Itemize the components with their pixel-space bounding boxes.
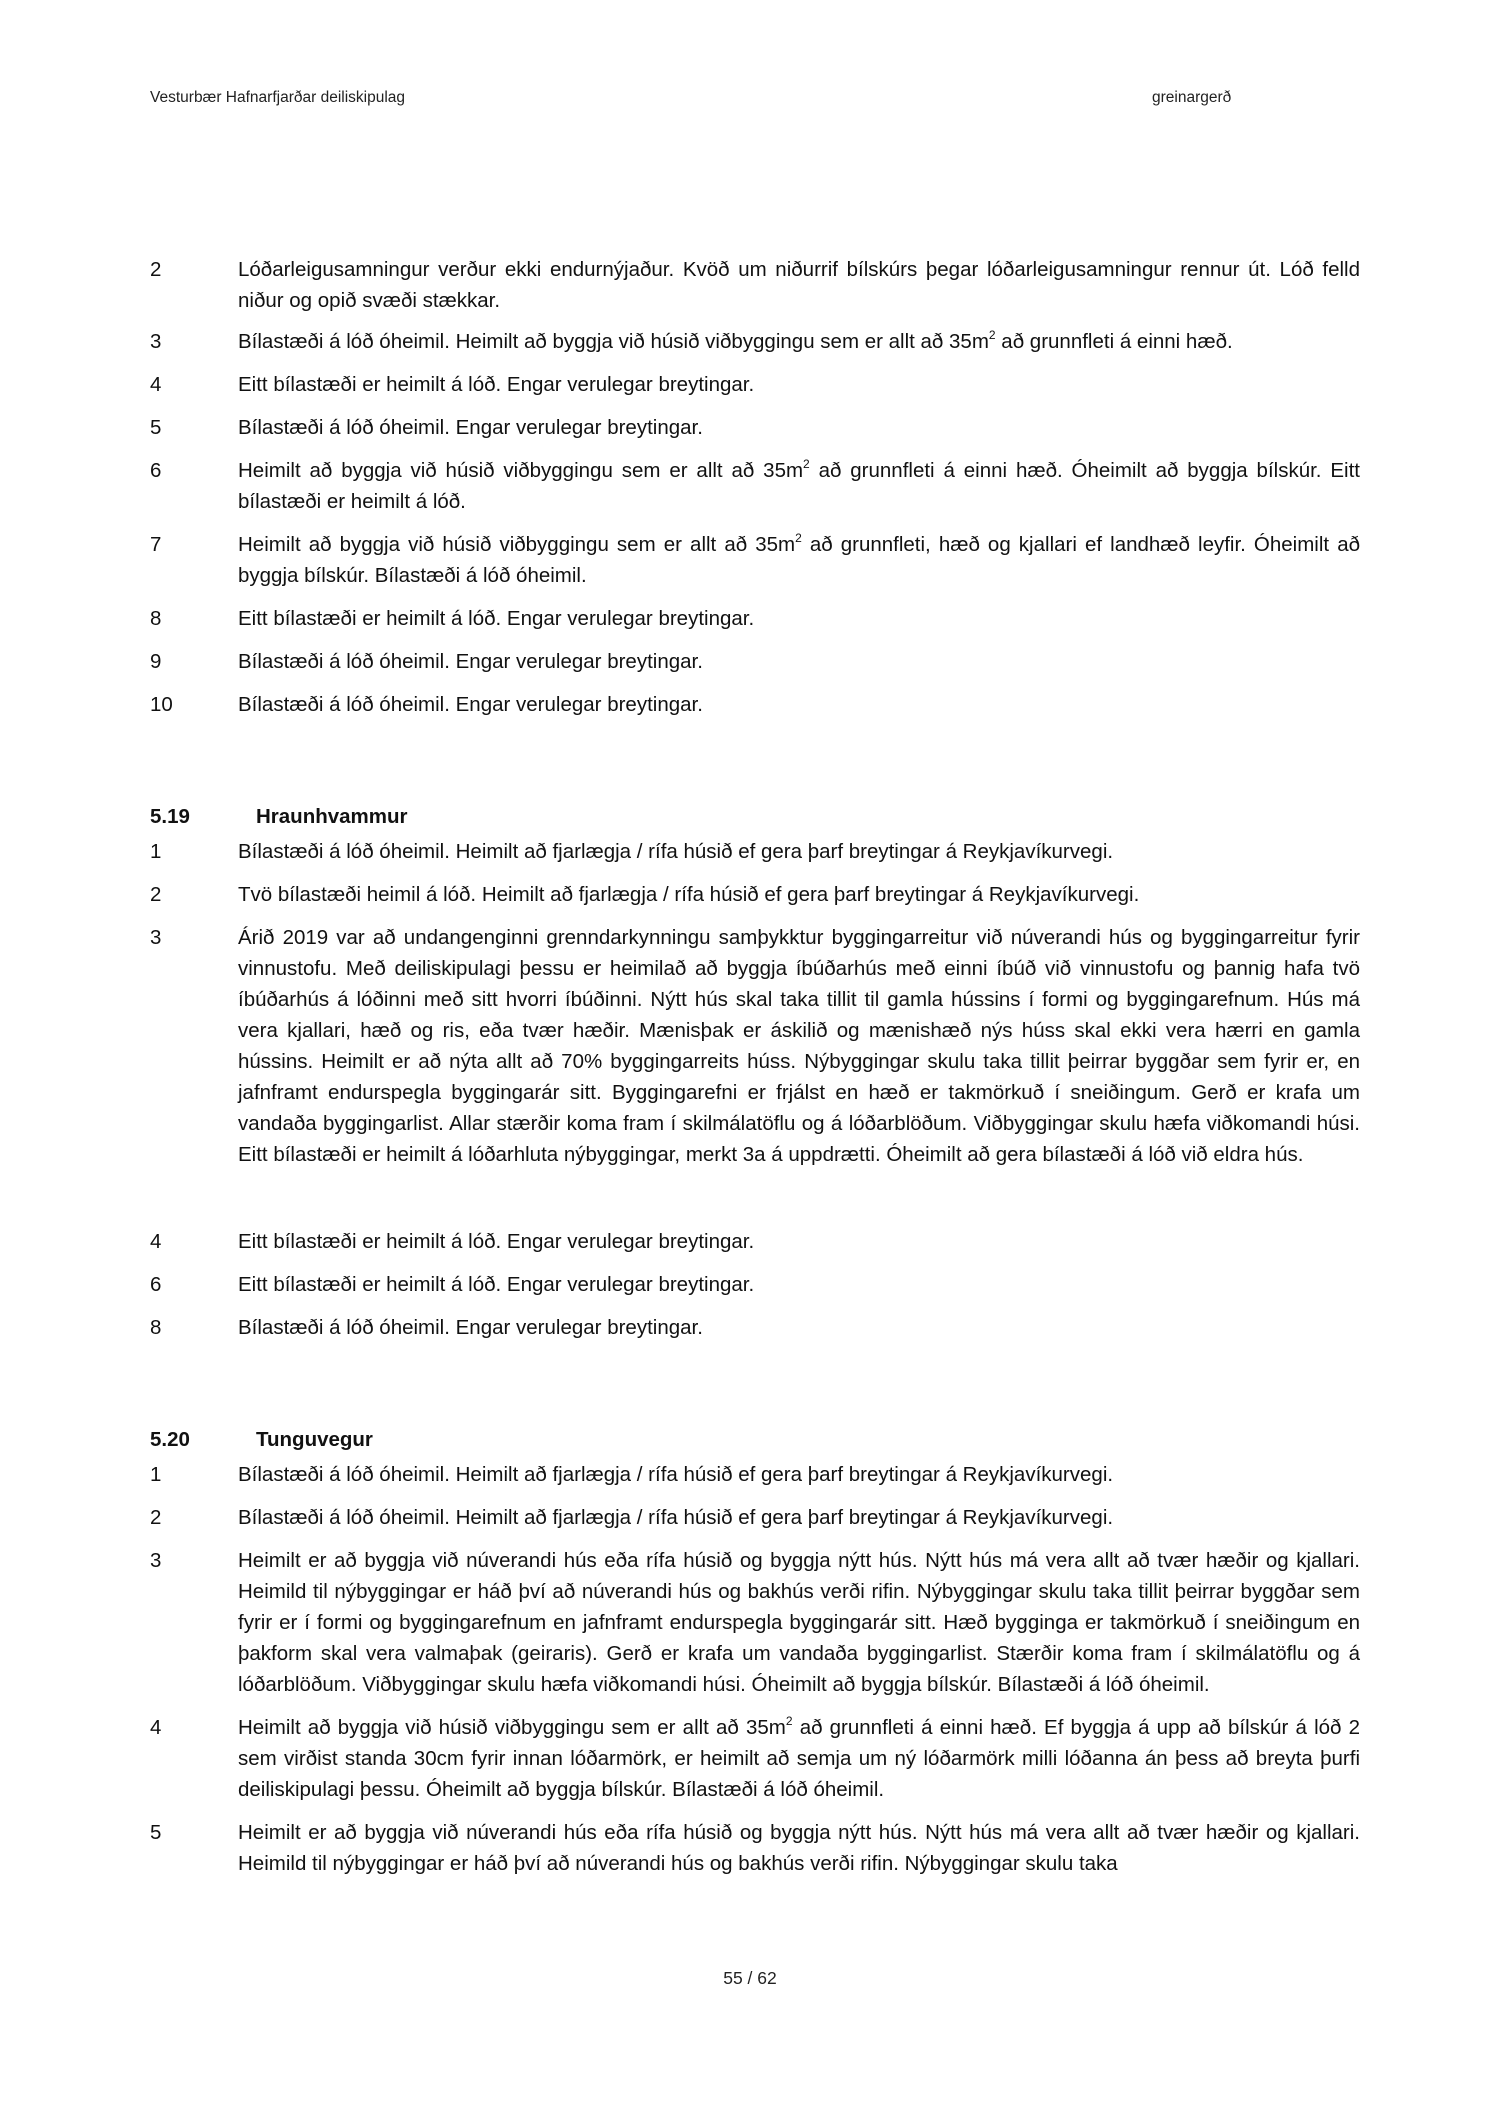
entry-text: Bílastæði á lóð óheimil. Heimilt að fjarlægja / rífa húsið ef gera þarf breytingar á Reykjavíkurvegi.	[238, 1463, 1114, 1486]
entry-number: 9	[150, 650, 162, 673]
entry-9	[150, 646, 1360, 677]
section-title: Hraunhvammur	[256, 805, 408, 828]
entry-text: Eitt bílastæði er heimilt á lóð. Engar verulegar breytingar.	[238, 607, 755, 630]
entry-number: 8	[150, 1316, 162, 1339]
entry-number: 2	[150, 1506, 162, 1529]
entry-text: Heimilt að byggja við húsið viðbyggingu sem er allt að $35m^2$ að grunnfleti á einni hæð. Óheimilt að byggja bílskúr. Eitt bílastæði er heimilt á lóð.	[238, 457, 1360, 513]
section-heading	[150, 801, 1360, 832]
entry-text: Bílastæði á lóð óheimil. Engar verulegar breytingar.	[238, 693, 703, 716]
entry-2	[150, 879, 1360, 910]
entry-text: Tvö bílastæði heimil á lóð. Heimilt að fjarlægja / rífa húsið ef gera þarf breytingar á Reykjavíkurvegi.	[238, 883, 1140, 906]
superscript: 2	[795, 531, 802, 545]
entry-number: 4	[150, 1230, 162, 1253]
entry-6	[150, 455, 1360, 517]
entry-8	[150, 1312, 1360, 1343]
superscript: 2	[803, 457, 810, 471]
superscript: 2	[785, 1714, 793, 1728]
entry-text: Heimilt er að byggja við núverandi hús eða rífa húsið og byggja nýtt hús. Nýtt hús má vera allt að tvær hæðir og kjallari. Heimild til nýbyggingar er háð því að núverandi hús og bakhús verði rifin. Nýbyggingar skulu taka tillit þeirrar byggðar sem fyrir er í formi og byggingarefnum en jafnframt endurspegla byggingarár sitt. Hæð bygginga er takmörkuð í sneiðingum en þakform skal vera valmaþak (geiraris). Gerð er krafa um vandaða byggingarlist. Stærðir koma fram í skilmálatöflu og á lóðarblöðum. Viðbyggingar skulu hæfa viðkomandi húsi. Óheimilt að byggja bílskúr. Bílastæði á lóð óheimil.	[238, 1549, 1360, 1696]
entry-4	[150, 369, 1360, 400]
entry-text: Bílastæði á lóð óheimil. Heimilt að fjarlægja / rífa húsið ef gera þarf breytingar á Reykjavíkurvegi.	[238, 1506, 1114, 1529]
entry-text: Heimilt að byggja við húsið viðbyggingu sem er allt að $35m^2$ að grunnfleti, hæð og kjallari ef landhæð leyfir. Óheimilt að byggja bílskúr. Bílastæði á lóð óheimil.	[238, 531, 1360, 587]
entry-text: Eitt bílastæði er heimilt á lóð. Engar verulegar breytingar.	[238, 1230, 755, 1253]
section-hraunhvammur	[150, 801, 1360, 1343]
entry-3	[150, 922, 1360, 1170]
entry-text: Bílastæði á lóð óheimil. Heimilt að byggja við húsið viðbyggingu sem er allt að $35m^2$ að grunnfleti á einni hæð.	[238, 328, 1233, 353]
entry-text: Heimilt að byggja við húsið viðbyggingu sem er allt að $35m^2$ að grunnfleti á einni hæð. Ef byggja á upp að bílskúr á lóð 2 sem virðist standa 30cm fyrir innan lóðarmörk, er heimilt að semja um ný lóðarmörk milli lóðanna án þess að breyta þurfi deiliskipulagi þessu. Óheimilt að byggja bílskúr. Bílastæði á lóð óheimil.	[238, 1714, 1360, 1801]
entry-number: 4	[150, 1716, 162, 1739]
entry-text: Bílastæði á lóð óheimil. Engar verulegar breytingar.	[238, 650, 703, 673]
entry-number: 6	[150, 459, 162, 482]
entry-text: Lóðarleigusamningur verður ekki endurnýjaður. Kvöð um niðurrif bílskúrs þegar lóðarleigusamningur rennur út. Lóð felld niður og opið svæði stækkar.	[238, 258, 1360, 312]
entry-text: Bílastæði á lóð óheimil. Heimilt að fjarlægja / rífa húsið ef gera þarf breytingar á Reykjavíkurvegi.	[238, 840, 1114, 863]
entry-5	[150, 412, 1360, 443]
entry-text: Árið 2019 var að undangenginni grenndarkynningu samþykktur byggingarreitur við núverandi hús og byggingarreitur fyrir vinnustofu. Með deiliskipulagi þessu er heimilað að byggja íbúðarhús með einni íbúð við vinnustofu og þannig hafa tvö íbúðarhús á lóðinni með sitt hvorri íbúðinni. Nýtt hús skal taka tillit til gamla hússins í formi og byggingarefnum. Hús má vera kjallari, hæð og ris, eða tvær hæðir. Mænisþak er áskilið og mænishæð nýs húss skal ekki vera hærri en gamla hússins. Heimilt er að nýta allt að 70% byggingarreits húss. Nýbyggingar skulu taka tillit þeirrar byggðar sem fyrir er, en jafnframt endurspegla byggingarár sitt. Byggingarefni er frjálst en hæð er takmörkuð í sneiðingum. Gerð er krafa um vandaða byggingarlist. Allar stærðir koma fram í skilmálatöflu og á lóðarblöðum. Viðbyggingar skulu hæfa viðkomandi húsi. Eitt bílastæði er heimilt á lóðarhluta nýbyggingar, merkt 3a á uppdrætti. Óheimilt að gera bílastæði á lóð við eldra hús.	[238, 926, 1360, 1166]
section-number: 5.19	[150, 805, 190, 828]
entry-4	[150, 1712, 1360, 1805]
entry-text: Heimilt er að byggja við núverandi hús eða rífa húsið og byggja nýtt hús. Nýtt hús má vera allt að tvær hæðir og kjallari. Heimild til nýbyggingar er háð því að núverandi hús og bakhús verði rifin. Nýbyggingar skulu taka	[238, 1821, 1360, 1875]
entry-2	[150, 254, 1360, 316]
entry-text: Eitt bílastæði er heimilt á lóð. Engar verulegar breytingar.	[238, 1273, 755, 1296]
entry-3	[150, 326, 1360, 357]
entry-number: 1	[150, 1463, 162, 1486]
entry-7	[150, 529, 1360, 591]
entry-number: 3	[150, 1549, 162, 1572]
entry-3	[150, 1545, 1360, 1700]
entry-text: Bílastæði á lóð óheimil. Engar verulegar breytingar.	[238, 1316, 703, 1339]
entry-number: 3	[150, 926, 162, 949]
entry-number: 2	[150, 883, 162, 906]
entry-2	[150, 1502, 1360, 1533]
entry-number: 7	[150, 533, 162, 556]
superscript: 2	[988, 328, 996, 342]
entry-5	[150, 1817, 1360, 1879]
entry-text: Eitt bílastæði er heimilt á lóð. Engar verulegar breytingar.	[238, 373, 755, 396]
entry-number: 8	[150, 607, 162, 630]
entry-4	[150, 1226, 1360, 1257]
entry-number: 2	[150, 258, 162, 281]
entries-block-continued	[150, 254, 1360, 720]
document-body	[150, 254, 1360, 1879]
section-heading	[150, 1424, 1360, 1455]
header-document-title: Vesturbær Hafnarfjarðar deiliskipulag	[150, 89, 406, 106]
entry-number: 4	[150, 373, 162, 396]
section-title: Tunguvegur	[256, 1428, 373, 1451]
section-number: 5.20	[150, 1428, 190, 1451]
entry-text: Bílastæði á lóð óheimil. Engar verulegar breytingar.	[238, 416, 703, 439]
entry-number: 5	[150, 416, 162, 439]
entry-8	[150, 603, 1360, 634]
section-tunguvegur	[150, 1424, 1360, 1879]
entry-number: 10	[150, 693, 173, 716]
entry-number: 6	[150, 1273, 162, 1296]
header-document-type: greinargerð	[1152, 89, 1232, 106]
entry-1	[150, 836, 1360, 867]
entry-6	[150, 1269, 1360, 1300]
entry-number: 5	[150, 1821, 162, 1844]
entry-number: 1	[150, 840, 162, 863]
entry-10	[150, 689, 1360, 720]
entry-1	[150, 1459, 1360, 1490]
page-number: 55 / 62	[723, 1968, 777, 1988]
entry-number: 3	[150, 330, 162, 353]
